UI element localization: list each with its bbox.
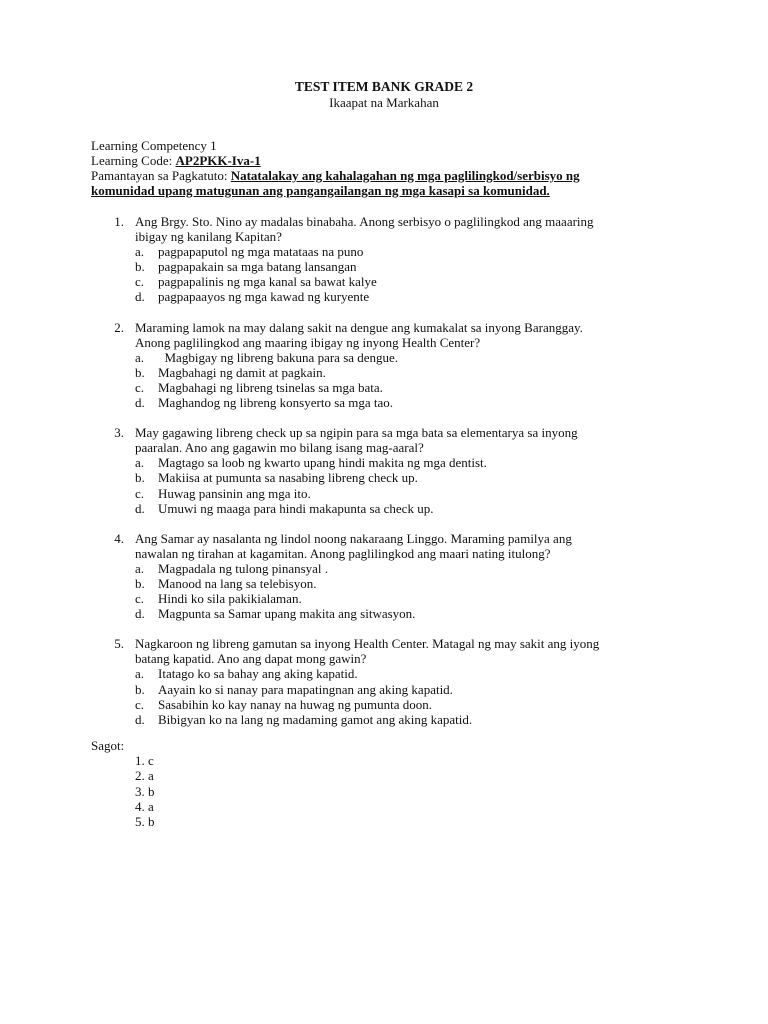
question-stem	[91, 531, 691, 561]
choice-letter: c.	[135, 485, 145, 501]
choice-text: Manood na lang sa telebisyon.	[158, 575, 317, 591]
question-number: 3.	[114, 425, 124, 441]
choice-letter: b.	[135, 364, 145, 380]
choice-letter: d.	[135, 395, 145, 411]
choice-option	[91, 350, 691, 365]
choice-option	[91, 395, 691, 410]
choice-letter: b.	[135, 681, 145, 697]
choice-letter: a.	[135, 560, 145, 576]
choice-letter: b.	[135, 575, 145, 591]
answer-list	[91, 753, 155, 829]
choice-text: pagpapakain sa mga batang lansangan	[158, 259, 357, 275]
question-text	[135, 636, 691, 666]
document-subtitle: Ikaapat na Markahan	[329, 95, 439, 110]
choice-letter: c.	[135, 379, 145, 395]
question-text-line: nawalan ng tirahan at kagamitan. Anong paglilingkod ang maari nating itulong?	[135, 545, 551, 561]
choice-text: pagpapaayos ng mga kawad ng kuryente	[158, 289, 370, 305]
question-stem	[91, 636, 691, 666]
question-list	[91, 214, 691, 742]
question-number: 2.	[114, 319, 124, 335]
choice-option	[91, 697, 691, 712]
choice-option	[91, 501, 691, 516]
choice-text: Hindi ko sila pakikialaman.	[158, 591, 302, 607]
choice-letter: a.	[135, 244, 145, 260]
answer-item: 4. a	[135, 798, 154, 814]
learning-code-label: Learning Code:	[91, 153, 176, 168]
choice-text: Aayain ko si nanay para mapatingnan ang aking kapatid.	[158, 681, 453, 697]
answer-item: 5. b	[135, 814, 155, 830]
choice-option	[91, 455, 691, 470]
choice-text: Itatago ko sa bahay ang aking kapatid.	[158, 666, 358, 682]
choice-option	[91, 712, 691, 727]
choice-text: Magtago sa loob ng kwarto upang hindi makita ng mga dentist.	[158, 455, 487, 471]
choice-option	[91, 289, 691, 304]
choice-text: pagpapaputol ng mga matataas na puno	[158, 244, 364, 260]
choice-text: Sasabihin ko kay nanay na huwag ng pumunta doon.	[158, 696, 433, 712]
choice-text: Bibigyan ko na lang ng madaming gamot ang aking kapatid.	[158, 711, 473, 727]
choice-text: Magbahagi ng libreng tsinelas sa mga bata.	[158, 379, 383, 395]
choice-letter: b.	[135, 470, 145, 486]
choice-option	[91, 274, 691, 289]
question-text	[135, 214, 691, 244]
question-item	[91, 636, 691, 727]
choice-letter: a.	[135, 349, 145, 365]
choice-text: Magpadala ng tulong pinansyal .	[158, 560, 329, 576]
learning-code-line	[91, 153, 691, 168]
choice-text: Makiisa at pumunta sa nasabing libreng check up.	[158, 470, 418, 486]
choice-option	[91, 606, 691, 621]
choice-text: pagpapalinis ng mga kanal sa bawat kalye	[158, 274, 377, 290]
question-text-line: May gagawing libreng check up sa ngipin para sa mga bata sa elementarya sa inyong	[135, 425, 578, 441]
choice-option	[91, 365, 691, 380]
choice-text: Magbahagi ng damit at pagkain.	[158, 364, 326, 380]
choice-option	[91, 591, 691, 606]
choice-letter: a.	[135, 666, 145, 682]
choice-text: Maghandog ng libreng konsyerto sa mga tao.	[158, 395, 394, 411]
document-title: TEST ITEM BANK GRADE 2	[294, 79, 474, 94]
question-text	[135, 320, 691, 350]
choice-letter: b.	[135, 259, 145, 275]
choice-option	[91, 666, 691, 681]
question-item	[91, 214, 691, 305]
question-number: 5.	[114, 636, 124, 652]
choice-letter: d.	[135, 500, 145, 516]
choice-option	[91, 682, 691, 697]
choice-text: Huwag pansinin ang mga ito.	[158, 485, 311, 501]
question-text-line: Anong paglilingkod ang maaring ibigay ng inyong Health Center?	[135, 334, 481, 350]
question-stem	[91, 320, 691, 350]
question-text-line: batang kapatid. Ano ang dapat mong gawin?	[135, 651, 367, 667]
choice-letter: c.	[135, 274, 145, 290]
choice-letter: d.	[135, 711, 145, 727]
standard-text-1: Natatalakay ang kahalagahan ng mga paglilingkod/serbisyo ng	[230, 168, 580, 183]
competency-header	[91, 138, 691, 198]
choice-letter: a.	[135, 455, 145, 471]
standard-label: Pamantayan sa Pagkatuto:	[91, 168, 231, 183]
question-text	[135, 425, 691, 455]
answer-key	[91, 738, 155, 829]
question-number: 1.	[114, 214, 124, 229]
choice-option	[91, 561, 691, 576]
choice-option	[91, 576, 691, 591]
choice-letter: d.	[135, 606, 145, 622]
choice-option	[91, 470, 691, 485]
choice-text: Umuwi ng maaga para hindi makapunta sa check up.	[158, 500, 434, 516]
question-text-line: paaralan. Ano ang gagawin mo bilang isang mag-aaral?	[135, 440, 424, 456]
choice-text: Magbigay ng libreng bakuna para sa dengue.	[158, 349, 399, 365]
choice-letter: c.	[135, 696, 145, 712]
question-text-line: Maraming lamok na may dalang sakit na dengue ang kumakalat sa inyong Baranggay.	[135, 319, 583, 335]
question-item	[91, 320, 691, 411]
answer-item: 1. c	[135, 753, 154, 769]
choice-option	[91, 259, 691, 274]
question-text-line: Nagkaroon ng libreng gamutan sa inyong Health Center. Matagal ng may sakit ang iyong	[135, 636, 600, 652]
choice-option	[91, 486, 691, 501]
choice-letter: c.	[135, 591, 145, 607]
answer-item: 2. a	[135, 768, 154, 784]
choice-letter: d.	[135, 289, 145, 305]
learning-code-value: AP2PKK-Iva-1	[175, 153, 261, 168]
choice-text: Magpunta sa Samar upang makita ang sitwasyon.	[158, 606, 416, 622]
answer-key-label: Sagot:	[91, 738, 125, 753]
question-text-line: Ang Samar ay nasalanta ng lindol noong nakaraang Linggo. Maraming pamilya ang	[135, 530, 572, 546]
answer-item: 3. b	[135, 783, 155, 799]
question-stem	[91, 214, 691, 244]
question-text-line: ibigay ng kanilang Kapitan?	[135, 229, 282, 245]
standard-text-2: komunidad upang matugunan ang pangangailangan ng mga kasapi sa komunidad.	[91, 183, 550, 198]
question-item	[91, 531, 691, 622]
choice-option	[91, 380, 691, 395]
learning-competency: Learning Competency 1	[91, 138, 217, 153]
question-text	[135, 531, 691, 561]
question-number: 4.	[114, 530, 124, 546]
question-text-line: Ang Brgy. Sto. Nino ay madalas binabaha. Anong serbisyo o paglilingkod ang maaaring	[135, 214, 594, 229]
standard-line	[91, 168, 691, 183]
choice-option	[91, 244, 691, 259]
question-item	[91, 425, 691, 516]
question-stem	[91, 425, 691, 455]
